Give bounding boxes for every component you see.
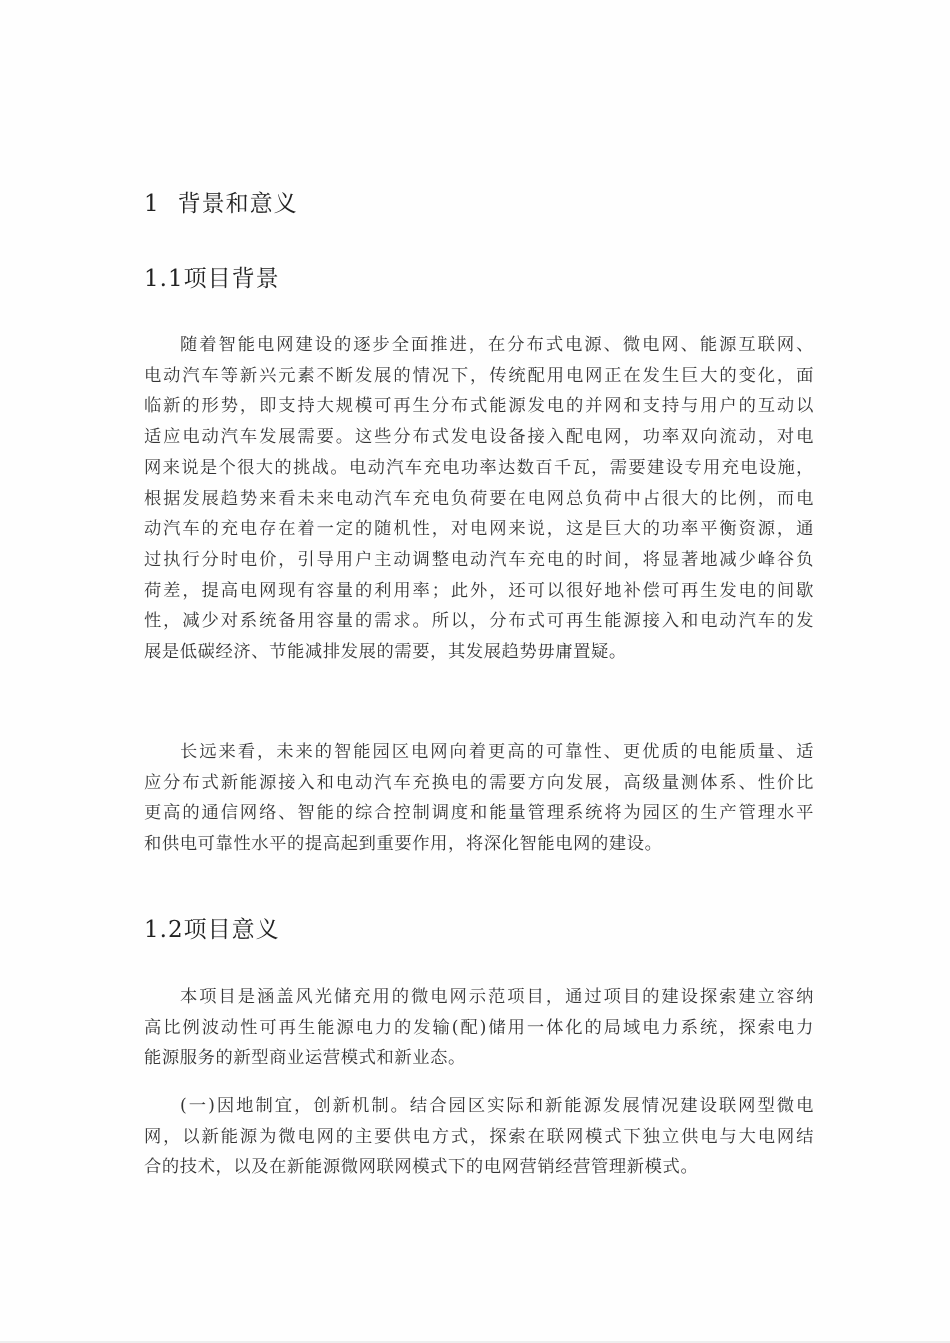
text-line: 电动汽车等新兴元素不断发展的情况下，传统配用电网正在发生巨大的变化，面: [144, 365, 814, 386]
section-heading-background: 1.1项目背景: [144, 266, 280, 292]
text-line: 能源服务的新型商业运营模式和新业态。: [144, 1048, 466, 1069]
paragraph-significance-2: [144, 1091, 814, 1183]
chapter-number: 1: [144, 191, 160, 217]
paragraph-significance-1: [144, 982, 814, 1074]
paragraph-background-2: [144, 737, 814, 860]
text-line: 动汽车的充电存在着一定的随机性，对电网来说，这是巨大的功率平衡资源，通: [144, 519, 814, 540]
text-line: 适应电动汽车发展需要。这些分布式发电设备接入配电网，功率双向流动，对电: [144, 427, 814, 448]
text-line: 和供电可靠性水平的提高起到重要作用，将深化智能电网的建设。: [144, 834, 663, 855]
text-line: 荷差，提高电网现有容量的利用率；此外，还可以很好地补偿可再生发电的间歇: [144, 580, 814, 601]
text-line: 长远来看，未来的智能园区电网向着更高的可靠性、更优质的电能质量、适: [180, 742, 814, 762]
chapter-title: 背景和意义: [177, 191, 298, 217]
text-line: 网，以新能源为微电网的主要供电方式，探索在联网模式下独立供电与大电网结: [144, 1126, 814, 1147]
text-line: 根据发展趋势来看未来电动汽车充电负荷要在电网总负荷中占很大的比例，而电: [144, 488, 814, 509]
text-line: 过执行分时电价，引导用户主动调整电动汽车充电的时间，将显著地减少峰谷负: [144, 549, 814, 570]
text-line: 性，减少对系统备用容量的需求。所以，分布式可再生能源接入和电动汽车的发: [144, 611, 814, 632]
text-line: 更高的通信网络、智能的综合控制调度和能量管理系统将为园区的生产管理水平: [144, 803, 814, 824]
text-line: 临新的形势，即支持大规模可再生分布式能源发电的并网和支持与用户的互动以: [144, 396, 814, 417]
text-line: 随着智能电网建设的逐步全面推进，在分布式电源、微电网、能源互联网、: [180, 335, 814, 355]
text-line: 合的技术，以及在新能源微网联网模式下的电网营销经营管理新模式。: [144, 1157, 699, 1178]
chapter-heading: [144, 188, 298, 220]
text-line: (一)因地制宜，创新机制。结合园区实际和新能源发展情况建设联网型微电: [180, 1096, 814, 1116]
text-line: 本项目是涵盖风光储充用的微电网示范项目，通过项目的建设探索建立容纳: [180, 987, 814, 1007]
text-line: 网来说是个很大的挑战。电动汽车充电功率达数百千瓦，需要建设专用充电设施，: [144, 457, 814, 478]
text-line: 高比例波动性可再生能源电力的发输(配)储用一体化的局域电力系统，探索电力: [144, 1017, 814, 1038]
paragraph-background-1: [144, 330, 814, 668]
text-line: 应分布式新能源接入和电动汽车充换电的需要方向发展，高级量测体系、性价比: [144, 772, 814, 793]
section-heading-significance: 1.2项目意义: [144, 917, 280, 943]
text-line: 展是低碳经济、节能减排发展的需要，其发展趋势毋庸置疑。: [144, 642, 627, 663]
